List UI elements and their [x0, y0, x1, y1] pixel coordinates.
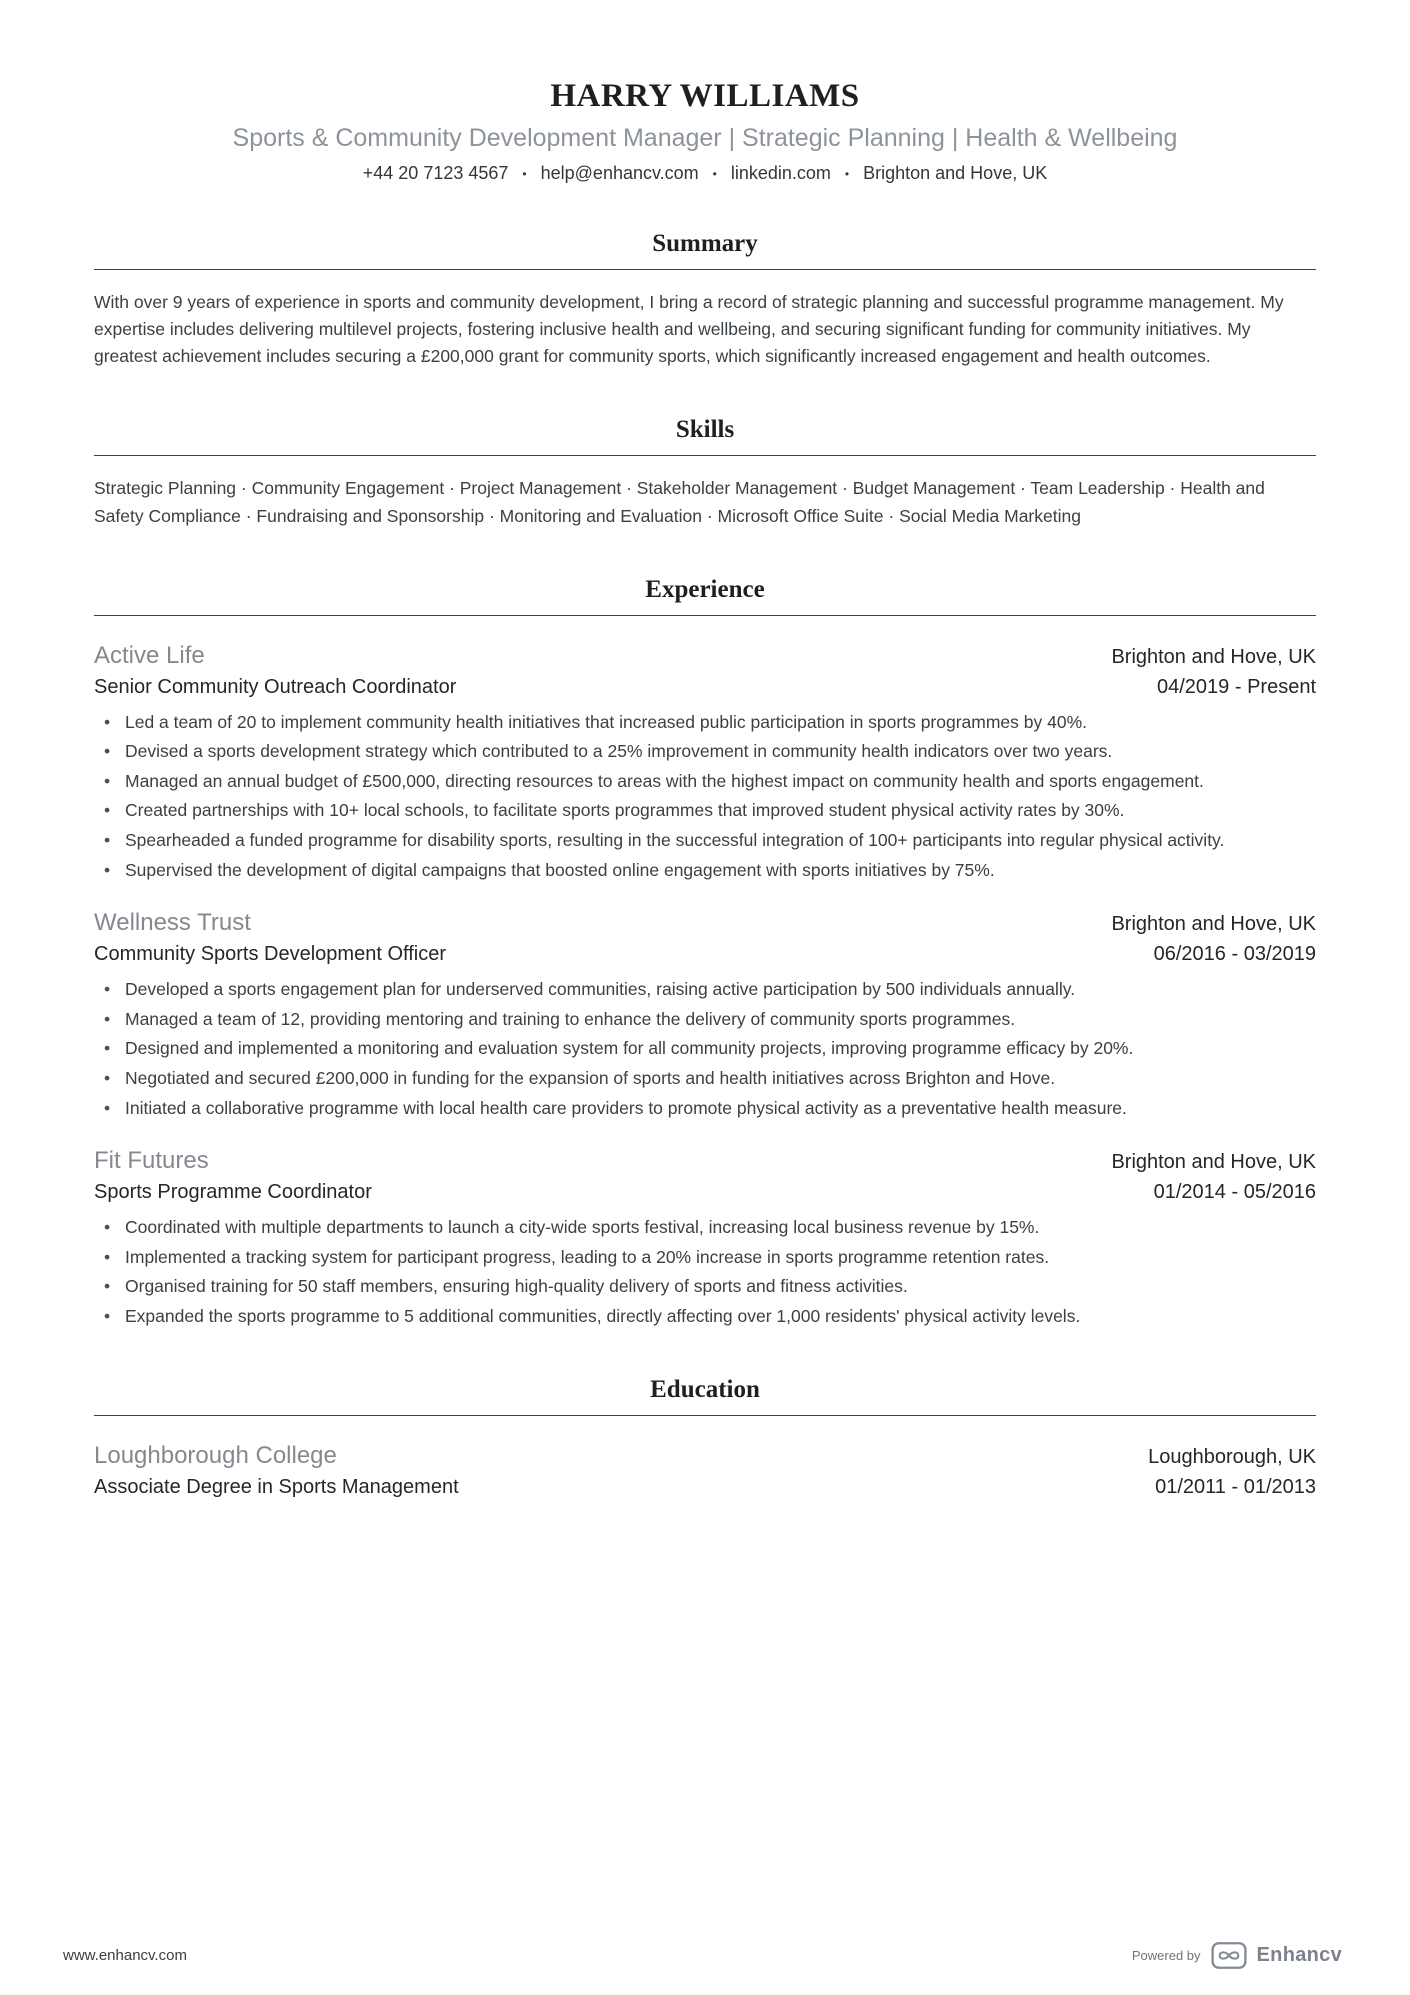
- candidate-name: HARRY WILLIAMS: [550, 78, 860, 114]
- company-location: Brighton and Hove, UK: [1111, 1151, 1316, 1174]
- date-range: 01/2011 - 01/2013: [1155, 1475, 1316, 1498]
- enhancv-logo-icon: [1211, 1942, 1247, 1969]
- bullet-item: • Spearheaded a funded programme for disability sports, resulting in the successful integration of 100+ participants into regular physical activity.: [94, 827, 1316, 854]
- date-range: 06/2016 - 03/2019: [1153, 943, 1316, 966]
- website-link[interactable]: www.enhancv.com: [63, 1947, 187, 1964]
- bullet-item: • Coordinated with multiple departments to launch a city-wide sports festival, increasing local business revenue by 15%.: [94, 1214, 1316, 1241]
- experience-entry: [94, 909, 1316, 1121]
- bullet-item: • Devised a sports development strategy which contributed to a 25% improvement in community health indicators over two years.: [94, 738, 1316, 765]
- bullet-item: • Expanded the sports programme to 5 additional communities, directly affecting over 1,000 residents' physical activity levels.: [94, 1303, 1316, 1330]
- degree-title: Associate Degree in Sports Management: [94, 1475, 459, 1498]
- contact-separator-icon: •: [844, 166, 850, 181]
- company-name: Wellness Trust: [94, 909, 251, 937]
- job-title: Community Sports Development Officer: [94, 943, 446, 966]
- bullet-item: • Led a team of 20 to implement community health initiatives that increased public participation in sports programmes by 40%.: [94, 709, 1316, 736]
- phone-number: +44 20 7123 4567: [362, 163, 509, 183]
- skills-list-text: Strategic Planning · Community Engagement · Project Management · Stakeholder Management · Budget Management · Team Leadership · Health and Safety Compliance · Fundraising and Sponsorship · Monitoring and Evaluation · Microsoft Office Suite · Social Media Marketing: [94, 478, 1265, 526]
- job-title: Sports Programme Coordinator: [94, 1181, 372, 1204]
- bullet-list: [94, 976, 1316, 1121]
- skills-section: [94, 416, 1316, 529]
- bullet-item: • Managed a team of 12, providing mentoring and training to enhance the delivery of community sports programmes.: [94, 1006, 1316, 1033]
- company-location: Brighton and Hove, UK: [1111, 913, 1316, 936]
- bullet-item: • Implemented a tracking system for participant progress, leading to a 20% increase in sports programme retention rates.: [94, 1244, 1316, 1271]
- bullet-item: • Organised training for 50 staff members, ensuring high-quality delivery of sports and fitness activities.: [94, 1273, 1316, 1300]
- date-range: 04/2019 - Present: [1157, 675, 1316, 698]
- date-range: 01/2014 - 05/2016: [1153, 1181, 1316, 1204]
- powered-by-label: Powered by: [1131, 1948, 1201, 1963]
- resume-header: [94, 78, 1316, 184]
- education-entry: [94, 1442, 1316, 1499]
- education-heading: Education: [94, 1376, 1316, 1416]
- bullet-item: • Designed and implemented a monitoring and evaluation system for all community projects, improving programme efficacy by 20%.: [94, 1035, 1316, 1062]
- summary-section: [94, 230, 1316, 370]
- skills-heading: Skills: [94, 416, 1316, 456]
- bullet-item: • Developed a sports engagement plan for underserved communities, raising active participation by 500 individuals annually.: [94, 976, 1316, 1003]
- education-section: [94, 1376, 1316, 1499]
- linkedin-link[interactable]: linkedin.com: [730, 163, 831, 183]
- school-location: Loughborough, UK: [1148, 1445, 1316, 1468]
- bullet-item: • Managed an annual budget of £500,000, directing resources to areas with the highest impact on community health and sports engagement.: [94, 768, 1316, 795]
- bullet-item: • Negotiated and secured £200,000 in funding for the expansion of sports and health initiatives across Brighton and Hove.: [94, 1065, 1316, 1092]
- email-link[interactable]: help@enhancv.com: [540, 163, 699, 183]
- school-name: Loughborough College: [94, 1441, 337, 1469]
- brand-name: Enhancv: [1256, 1944, 1342, 1966]
- summary-heading: Summary: [94, 230, 1316, 270]
- bullet-list: [94, 709, 1316, 884]
- summary-text: With over 9 years of experience in sports and community development, I bring a record of strategic planning and successful programme management. My expertise includes delivering multilevel projects, fostering inclusive health and wellbeing, and securing significant funding for community initiatives. My greatest achievement includes securing a £200,000 grant for community sports, which significantly increased engagement and health outcomes.: [94, 292, 1284, 367]
- company-name: Active Life: [94, 641, 205, 669]
- contact-separator-icon: •: [712, 166, 717, 181]
- experience-entry: [94, 1147, 1316, 1329]
- powered-by-group: [1132, 1942, 1342, 1969]
- bullet-list: [94, 1214, 1316, 1329]
- bullet-item: • Created partnerships with 10+ local schools, to facilitate sports programmes that improved student physical activity rates by 30%.: [94, 797, 1316, 824]
- bullet-item: • Supervised the development of digital campaigns that boosted online engagement with sports initiatives by 75%.: [94, 857, 1316, 884]
- experience-heading: Experience: [94, 576, 1316, 616]
- bullet-item: • Initiated a collaborative programme with local health care providers to promote physical activity as a preventative health measure.: [94, 1095, 1316, 1122]
- contact-separator-icon: •: [522, 166, 527, 181]
- contact-line: [94, 163, 1316, 184]
- job-title: Senior Community Outreach Coordinator: [94, 675, 457, 698]
- page-footer: [63, 1942, 1342, 1969]
- experience-entry: [94, 642, 1316, 884]
- candidate-headline: Sports & Community Development Manager | Strategic Planning | Health & Wellbeing: [232, 124, 1178, 152]
- location-text: Brighton and Hove, UK: [863, 163, 1048, 183]
- company-location: Brighton and Hove, UK: [1111, 645, 1316, 668]
- experience-section: [94, 576, 1316, 1330]
- company-name: Fit Futures: [94, 1147, 209, 1175]
